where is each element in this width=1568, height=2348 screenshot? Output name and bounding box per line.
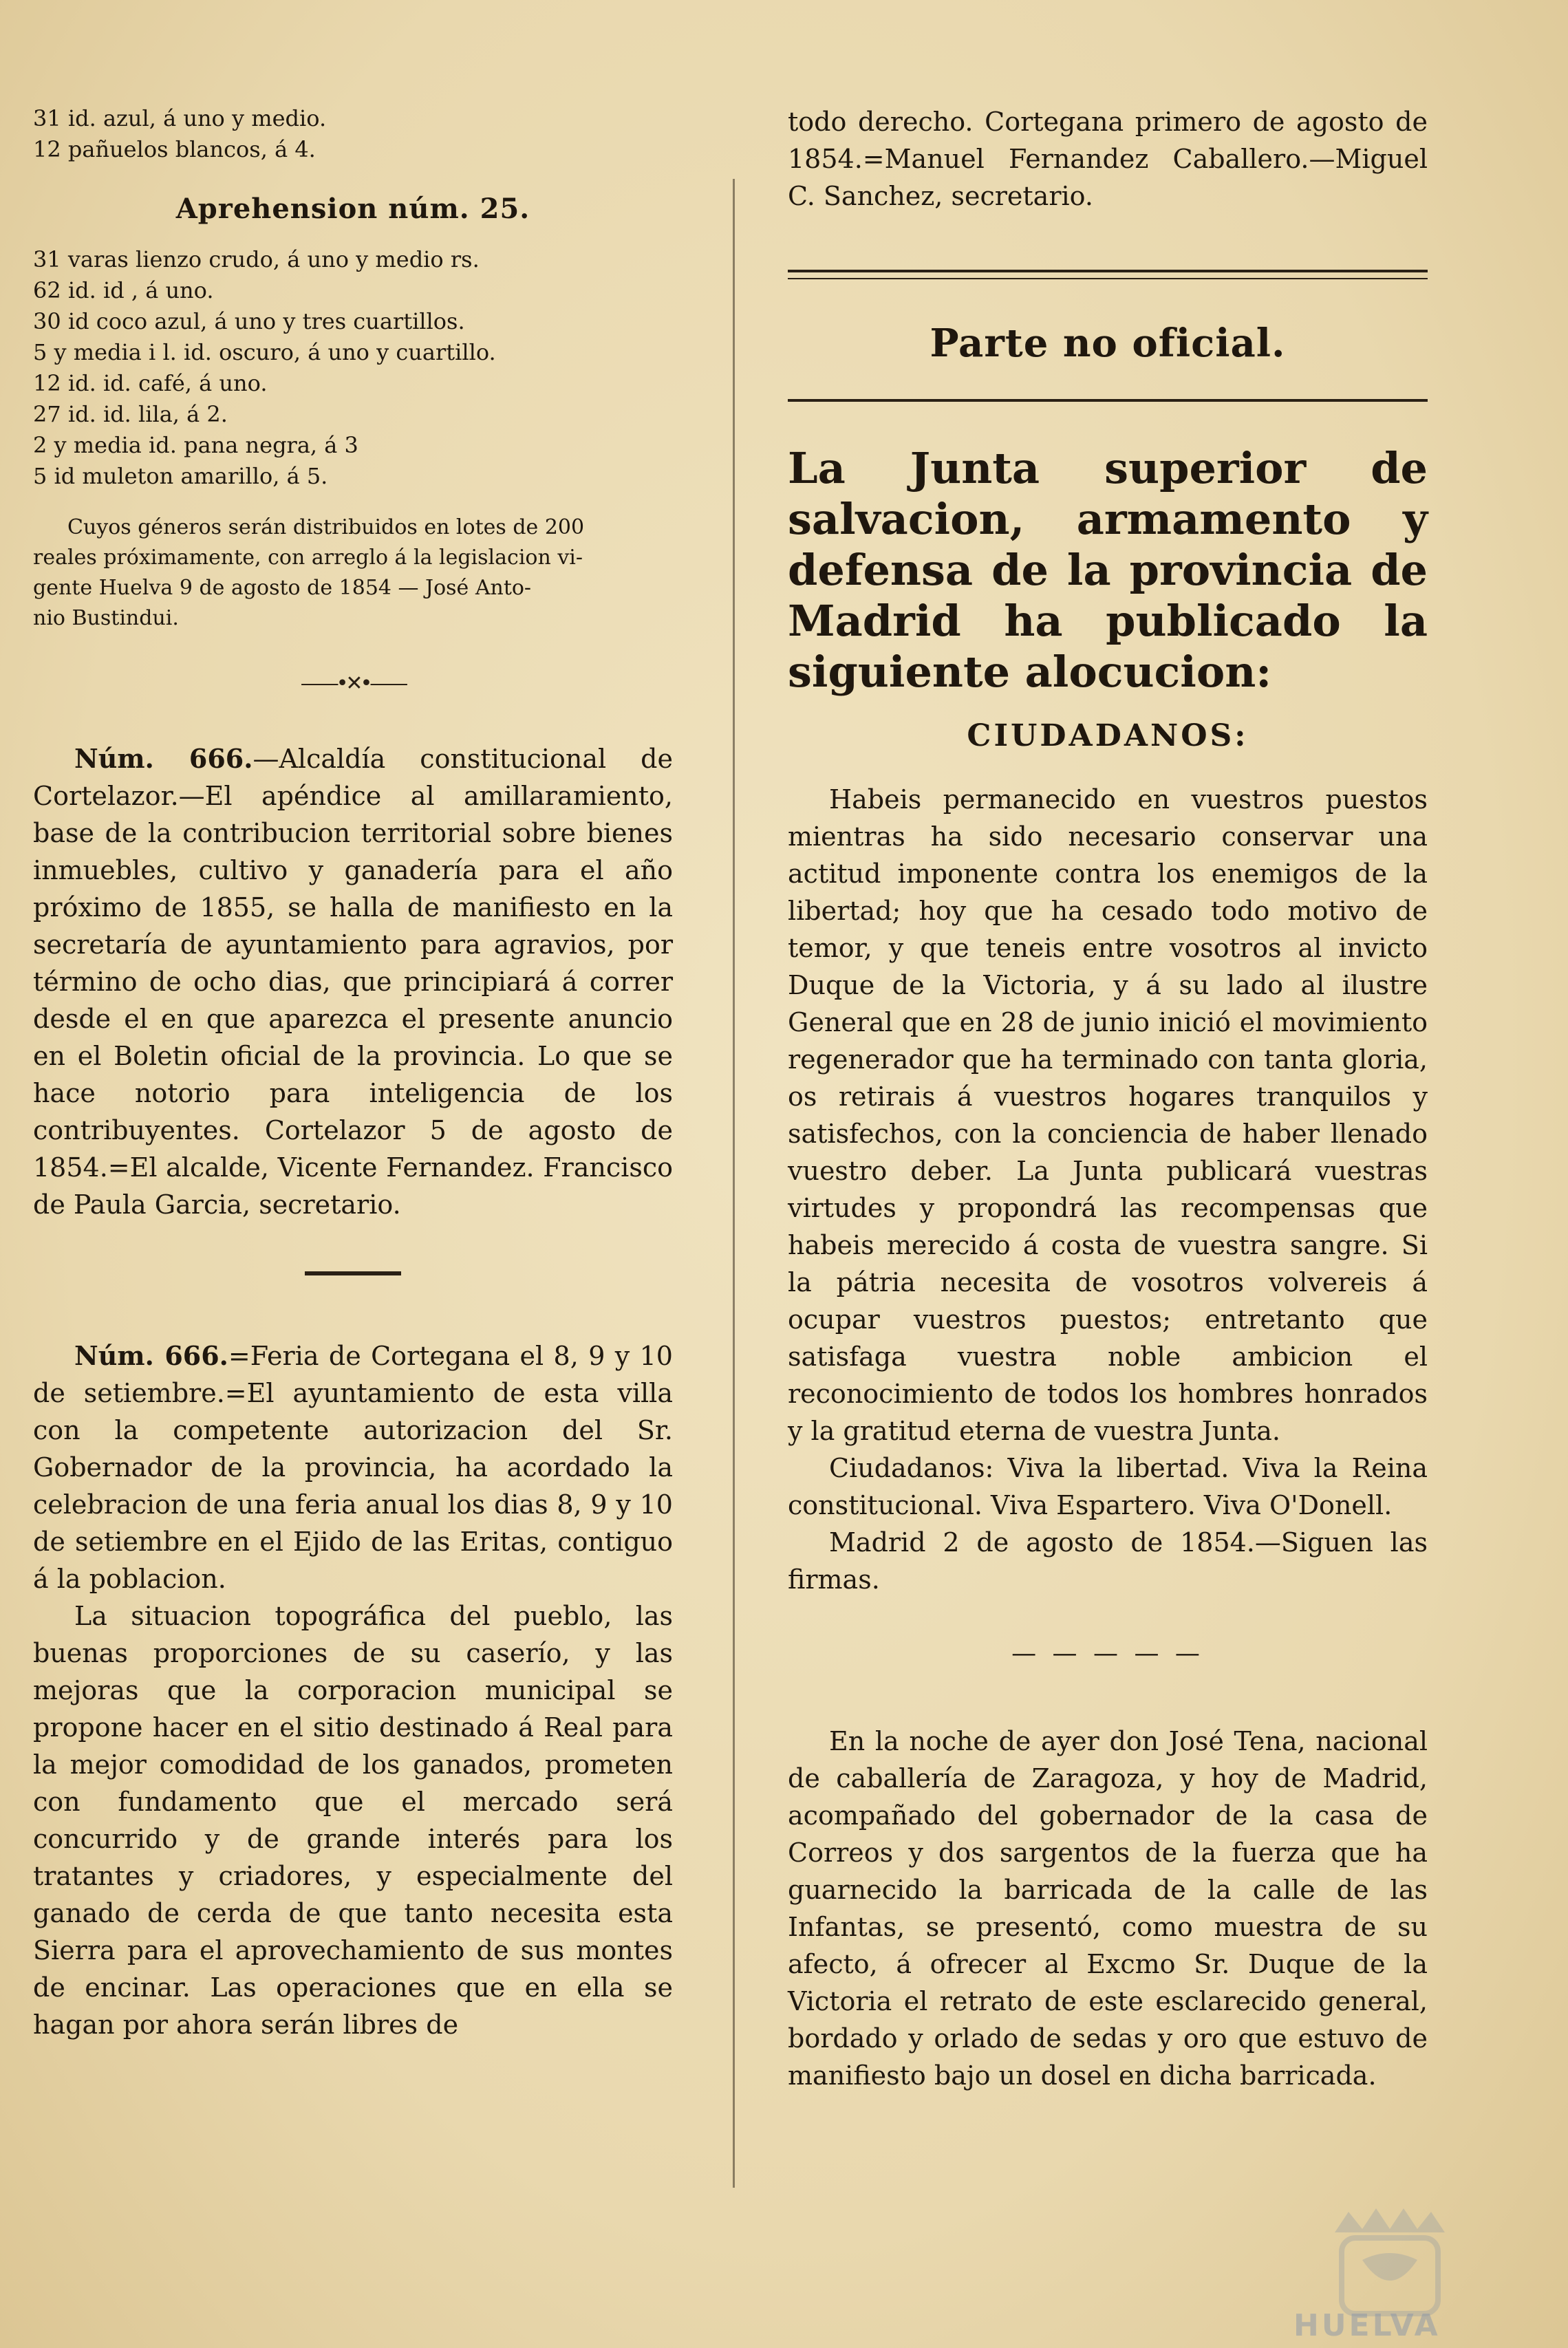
item-line: 5 y media i l. id. oscuro, á uno y cuartillo. bbox=[33, 339, 496, 365]
top-line: 12 pañuelos blancos, á 4. bbox=[33, 136, 316, 162]
madrid-signature: Madrid 2 de agosto de 1854.—Siguen las firmas. bbox=[788, 1527, 1428, 1595]
item-line: 31 varas lienzo crudo, á uno y medio rs. bbox=[33, 246, 480, 272]
ciudadanos-heading: CIUDADANOS: bbox=[967, 718, 1249, 753]
vivas-text: Ciudadanos: Viva la libertad. Viva la Reina constitucional. Viva Espartero. Viva O'Donell. bbox=[788, 1453, 1428, 1520]
item-line: 2 y media id. pana negra, á 3 bbox=[33, 432, 358, 458]
alocucion-text: Habeis permanecido en vuestros puestos mientras ha sido necesario conservar una actitud imponente contra los enemigos de la libertad; hoy que ha cesado todo motivo de temor, y que teneis entre vosotros al invicto Duque de la Victoria, y á su lado al ilustre General que en 28 de junio inició el movimiento regenerador que ha terminado con tanta gloria, os retirais á vuestros hogares tranquilos y satisfechos, con la conciencia de haber llenado vuestro deber. La Junta publicará vuestras virtudes y propondrá las recompensas que habeis merecido á costa de vuestra sangre. Si la pátria necesita de vosotros volvereis á ocupar vuestros puestos; entretanto que satisfaga vuestra noble ambicion el reconocimiento de todos los hombres honrados y la gratitud eterna de vuestra Junta. bbox=[788, 784, 1428, 1446]
ornament-divider: ——•✕•—— bbox=[300, 671, 406, 696]
top-line: 31 id. azul, á uno y medio. bbox=[33, 105, 327, 131]
cortegana-notice bbox=[33, 1337, 673, 1597]
notice-text: —Alcaldía constitucional de Cortelazor.—El apéndice al amillaramiento, base de la contribucion territorial sobre bienes inmuebles, cultivo y ganadería para el año próximo de 1855, se halla de manifiesto en la secretaría de ayuntamiento para agravios, por término de ocho dias, que principiará á correr desde el en que aparezca el presente anuncio en el Boletin oficial de la provincia. Lo que se hace notorio para inteligencia de los contribuyentes. Cortelazor 5 de agosto de 1854.=El alcalde, Vicente Fernandez. Francisco de Paula Garcia, secretario. bbox=[33, 744, 673, 1220]
section-title: Parte no oficial. bbox=[930, 321, 1286, 366]
right-column bbox=[788, 103, 1428, 2094]
item-line: 30 id coco azul, á uno y tres cuartillos. bbox=[33, 308, 465, 334]
watermark-text: HUELVA bbox=[1293, 2308, 1441, 2343]
item-line: 27 id. id. lila, á 2. bbox=[33, 401, 228, 427]
tena-notice: En la noche de ayer don José Tena, nacional de caballería de Zaragoza, y hoy de Madrid, acompañado del gobernador de la casa de Correos y dos sargentos de la fuerza que ha guarnecido la barricada de la calle de las Infantas, se presentó, como muestra de su afecto, á ofrecer al Excmo Sr. Duque de la Victoria el retrato de este esclarecido general, bordado y orlado de sedas y oro que estuvo de manifiesto bajo un dosel en dicha barricada. bbox=[788, 1726, 1428, 2091]
section-divider bbox=[305, 1271, 401, 1275]
thin-rule bbox=[788, 399, 1428, 402]
notice-number: Núm. 666. bbox=[74, 1340, 228, 1371]
double-rule bbox=[788, 270, 1428, 279]
cortegana-notice-cont: La situacion topográfica del pueblo, las buenas proporciones de su caserío, y las mejoras que la corporacion municipal se propone hacer en el sitio destinado á Real para la mejor comodidad de los ganados, prometen con fundamento que el mercado será concurrido y de grande interés para los tratantes y criadores, y especialmente del ganado de cerda de que tanto necesita esta Sierra para el aprovechamiento de sus montes de encinar. Las operaciones que en ella se hagan por ahora serán libres de bbox=[33, 1601, 673, 2040]
item-line: 12 id. id. café, á uno. bbox=[33, 370, 268, 396]
note-line: Cuyos géneros serán distribuidos en lotes de 200 bbox=[67, 515, 585, 539]
notice-number: Núm. 666. bbox=[74, 743, 253, 774]
junta-heading: La Junta superior de salvacion, armamento y defensa de la provincia de Madrid ha publicado la siguiente alocucion: bbox=[788, 443, 1428, 697]
note-line: nio Bustindui. bbox=[33, 606, 179, 630]
note-line: gente Huelva 9 de agosto de 1854 — José Anto- bbox=[33, 576, 532, 600]
item-line: 62 id. id , á uno. bbox=[33, 277, 214, 303]
aprehension-title: Aprehension núm. 25. bbox=[175, 193, 530, 225]
item-line: 5 id muleton amarillo, á 5. bbox=[33, 463, 328, 489]
note-line: reales próximamente, con arreglo á la legislacion vi- bbox=[33, 546, 583, 570]
notice-text: =Feria de Cortegana el 8, 9 y 10 de setiembre.=El ayuntamiento de esta villa con la competente autorizacion del Sr. Gobernador de la provincia, ha acordado la celebracion de una feria anual los dias 8, 9 y 10 de setiembre en el Ejido de las Eritas, contiguo á la poblacion. bbox=[33, 1341, 673, 1594]
dash-divider: — — — — — bbox=[1011, 1639, 1204, 1668]
continuation-text: todo derecho. Cortegana primero de agosto de 1854.=Manuel Fernandez Caballero.—Miguel C. Sanchez, secretario. bbox=[788, 107, 1428, 211]
note-block bbox=[33, 513, 673, 634]
cortelazor-notice bbox=[33, 740, 673, 1223]
column-divider bbox=[733, 179, 735, 2188]
left-column bbox=[33, 103, 673, 2043]
